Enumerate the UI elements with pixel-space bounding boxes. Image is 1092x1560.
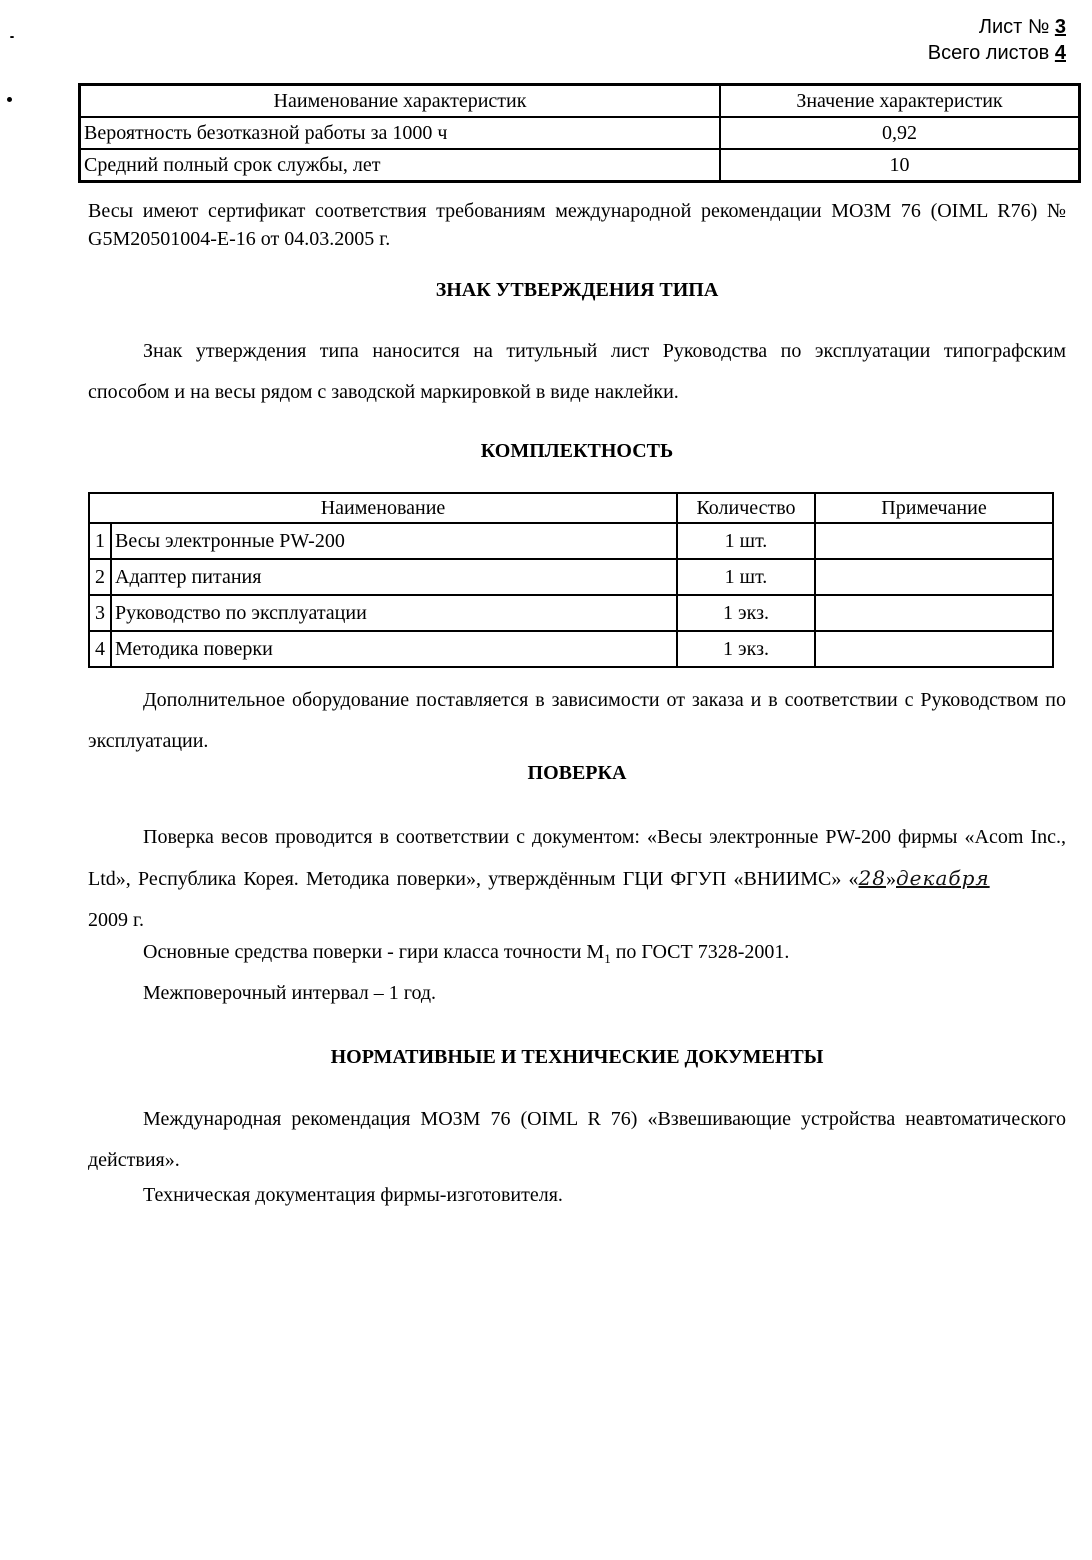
item-name: Методика поверки xyxy=(111,631,677,667)
item-quantity: 1 экз. xyxy=(677,595,815,631)
total-sheets-line xyxy=(928,40,1066,66)
item-quantity: 1 экз. xyxy=(677,631,815,667)
verification-year: 2009 г. xyxy=(88,909,144,931)
section-heading-verification: ПОВЕРКА xyxy=(527,762,627,784)
section-heading-type-mark: ЗНАК УТВЕРЖДЕНИЯ ТИПА xyxy=(435,279,719,301)
characteristic-value: 10 xyxy=(720,149,1080,182)
item-note xyxy=(815,559,1053,595)
table-row xyxy=(80,149,1080,182)
table-header-row xyxy=(80,85,1080,118)
sheet-number: 3 xyxy=(1054,16,1066,38)
scan-artifact xyxy=(7,97,12,102)
verification-text: » xyxy=(886,868,896,890)
column-header: Наименование характеристик xyxy=(80,85,721,118)
table-row xyxy=(89,595,1053,631)
characteristic-name: Вероятность безотказной работы за 1000 ч xyxy=(80,117,721,149)
item-name: Адаптер питания xyxy=(111,559,677,595)
table-row xyxy=(89,631,1053,667)
type-mark-paragraph: Знак утверждения типа наносится на титульный лист Руководства по эксплуатации типографским способом и на весы рядом с заводской маркировкой в виде наклейки. xyxy=(88,340,1066,403)
verification-interval: Межповерочный интервал – 1 год. xyxy=(143,982,437,1004)
column-header: Примечание xyxy=(815,493,1053,523)
column-header: Наименование xyxy=(89,493,677,523)
means-text: Основные средства поверки - гири класса точности M xyxy=(143,941,605,963)
table-row xyxy=(89,523,1053,559)
column-header: Значение характеристик xyxy=(720,85,1080,118)
verification-means-paragraph xyxy=(88,938,1066,973)
item-name: Весы электронные PW-200 xyxy=(111,523,677,559)
row-number: 4 xyxy=(89,631,111,667)
sheet-number-line xyxy=(928,14,1066,40)
handwritten-month: декабря xyxy=(896,866,990,890)
characteristic-name: Средний полный срок службы, лет xyxy=(80,149,721,182)
certificate-paragraph: Весы имеют сертификат соответствия требованиям международной рекомендации МОЗМ 76 (OIML R76) № G5M20501004-E-16 от 04.03.2005 г. xyxy=(88,200,1066,250)
table-header-row xyxy=(89,493,1053,523)
item-note xyxy=(815,523,1053,559)
means-subscript: 1 xyxy=(604,951,611,966)
item-note xyxy=(815,631,1053,667)
column-header: Количество xyxy=(677,493,815,523)
handwritten-day: 28 xyxy=(858,866,886,890)
sheet-info xyxy=(928,14,1066,66)
item-quantity: 1 шт. xyxy=(677,559,815,595)
normative-doc-1: Международная рекомендация МОЗМ 76 (OIML R 76) «Взвешивающие устройства неавтоматического действия». xyxy=(88,1108,1066,1171)
section-heading-completeness: КОМПЛЕКТНОСТЬ xyxy=(480,440,674,462)
item-name: Руководство по эксплуатации xyxy=(111,595,677,631)
row-number: 3 xyxy=(89,595,111,631)
verification-text: Поверка весов проводится в соответствии с документом: «Весы электронные PW-200 фирмы «Acom Inc., Ltd», Республика Корея. Методика поверки», утверждённым ГЦИ ФГУП «ВНИИМС» « xyxy=(88,826,1066,890)
table-row xyxy=(89,559,1053,595)
characteristics-table xyxy=(78,83,1081,183)
item-note xyxy=(815,595,1053,631)
row-number: 2 xyxy=(89,559,111,595)
verification-paragraph xyxy=(88,817,1066,941)
section-heading-normative-docs: НОРМАТИВНЫЕ И ТЕХНИЧЕСКИЕ ДОКУМЕНТЫ xyxy=(330,1046,824,1068)
total-sheets-number: 4 xyxy=(1054,42,1066,64)
characteristic-value: 0,92 xyxy=(720,117,1080,149)
completeness-table xyxy=(88,492,1054,668)
table-row xyxy=(80,117,1080,149)
additional-equipment-paragraph: Дополнительное оборудование поставляется в зависимости от заказа и в соответствии с Руководством по эксплуатации. xyxy=(88,689,1066,752)
sheet-label: Лист № xyxy=(978,16,1050,38)
normative-doc-2: Техническая документация фирмы-изготовителя. xyxy=(143,1184,563,1206)
row-number: 1 xyxy=(89,523,111,559)
scan-artifact xyxy=(10,36,14,38)
means-text-end: по ГОСТ 7328-2001. xyxy=(610,941,790,963)
total-sheets-label: Всего листов xyxy=(927,42,1050,64)
item-quantity: 1 шт. xyxy=(677,523,815,559)
